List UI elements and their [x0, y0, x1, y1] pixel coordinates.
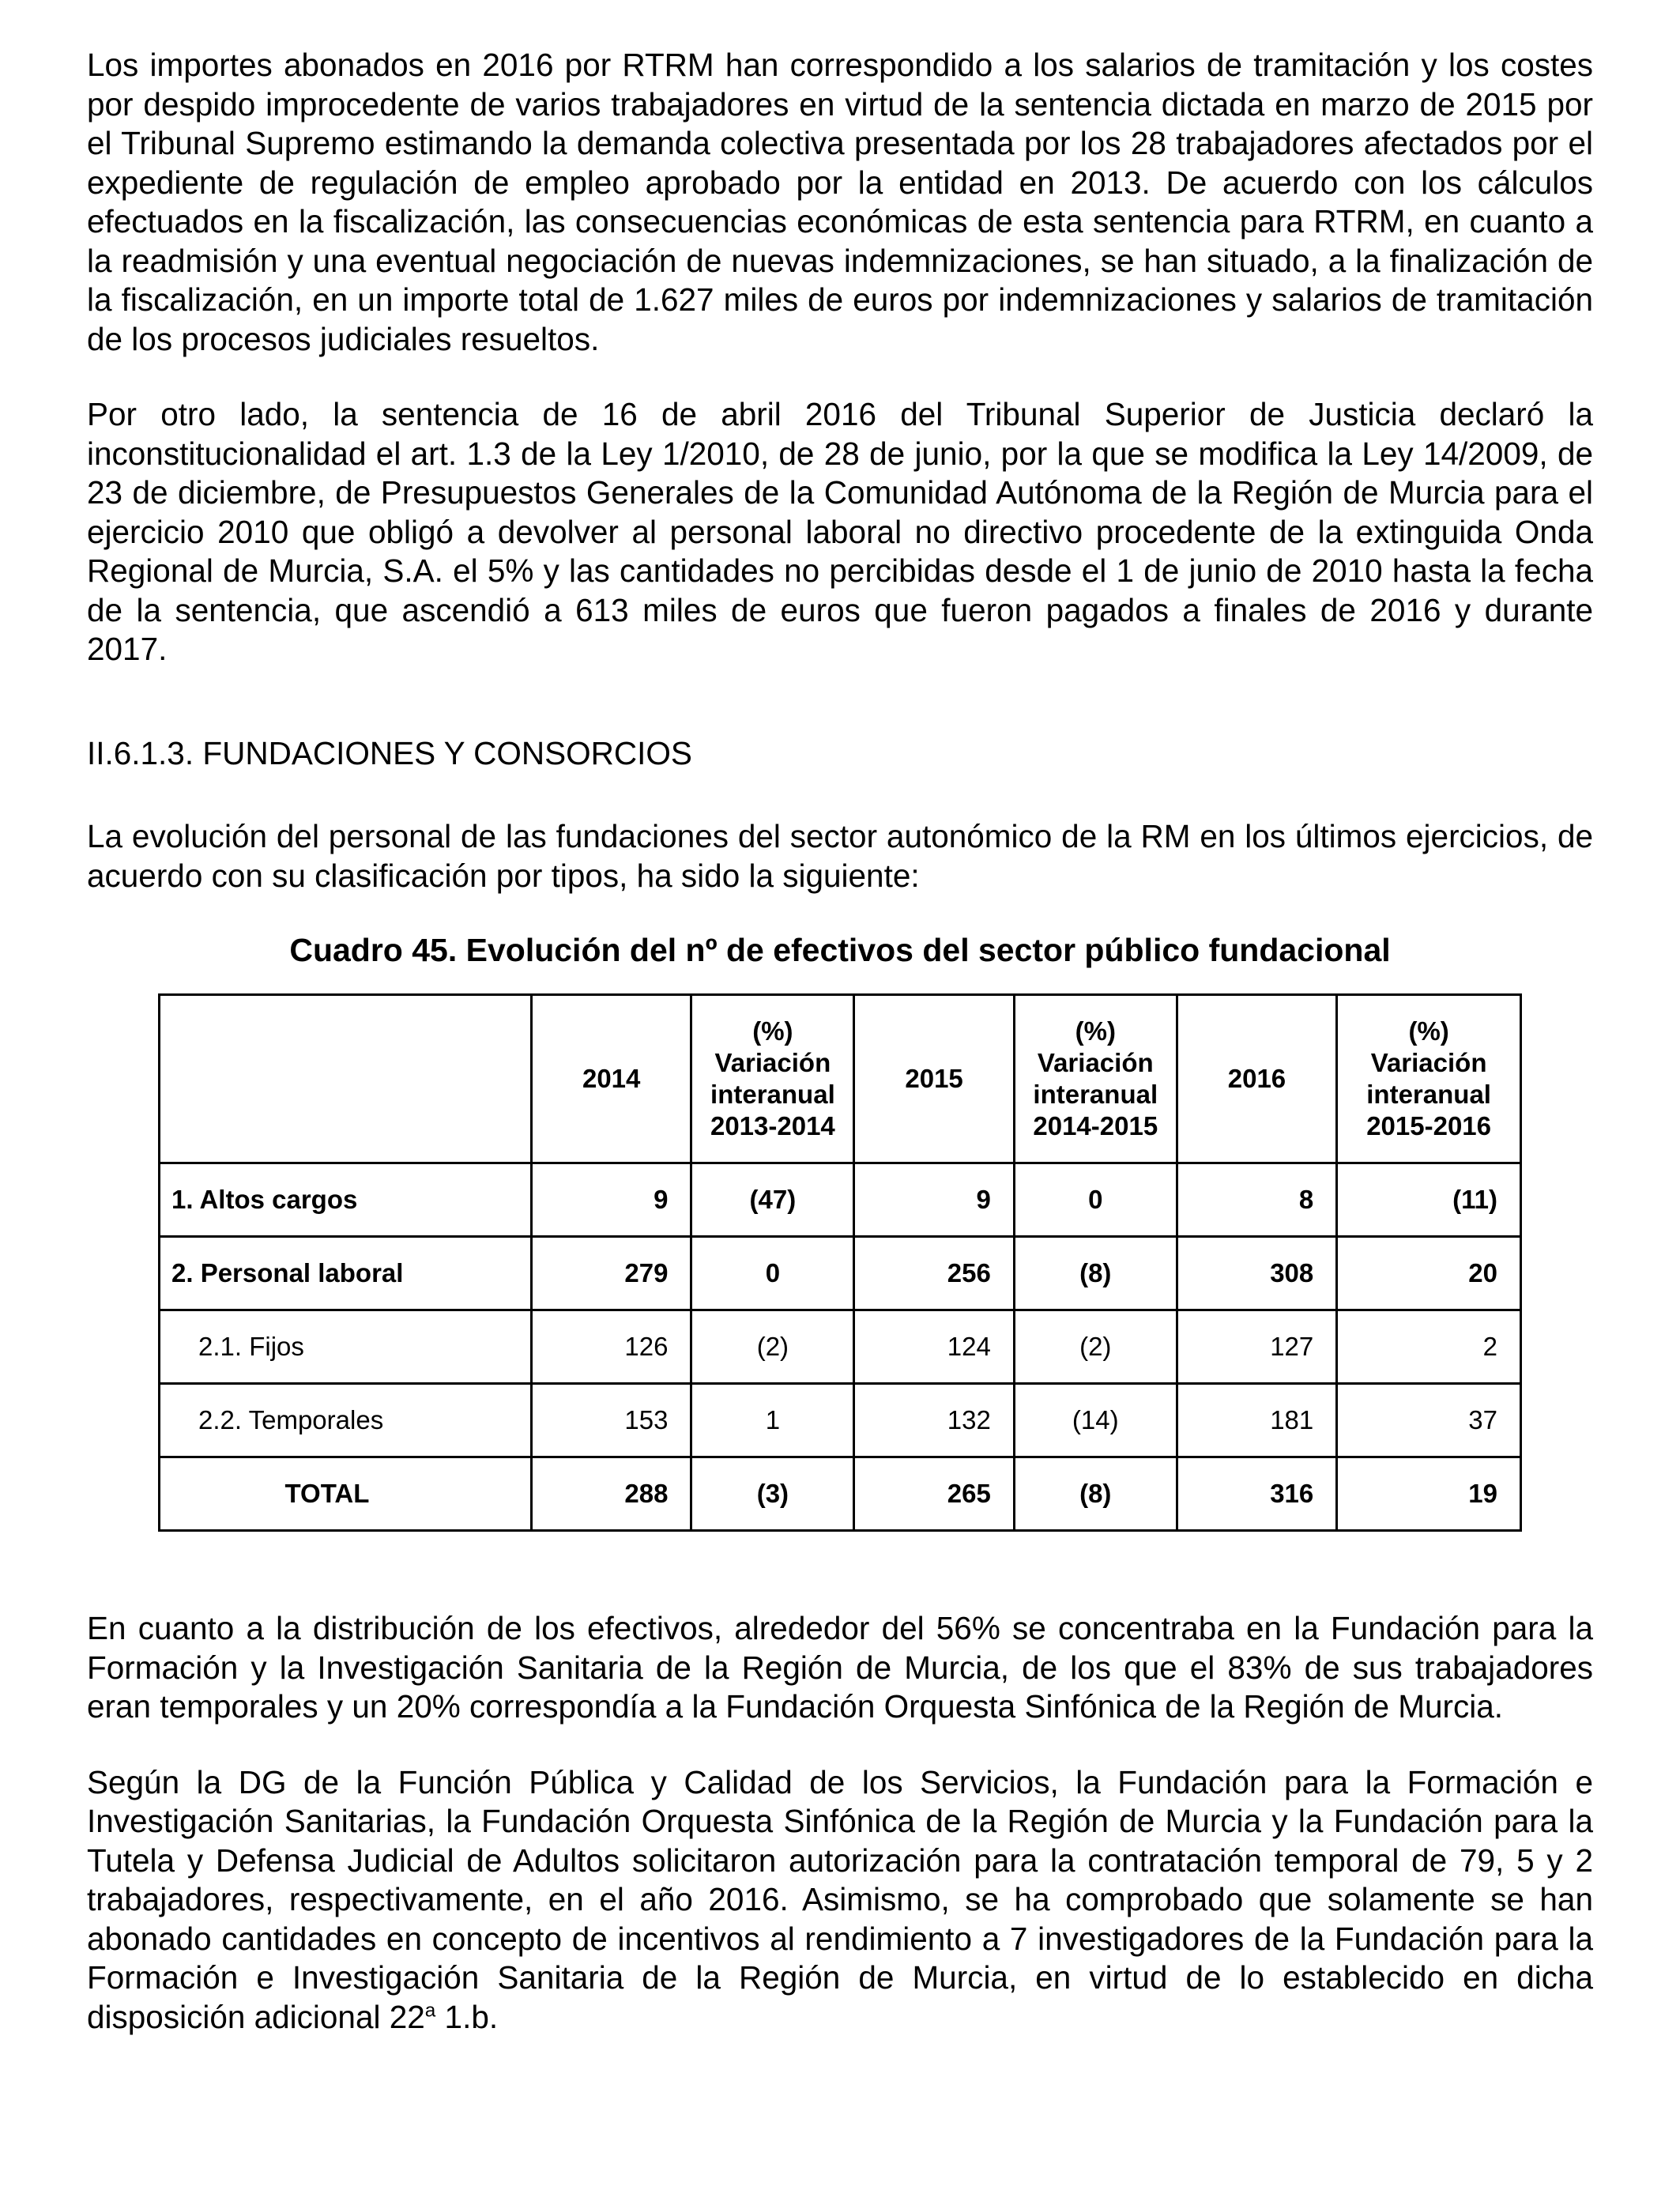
cell-2015: 124	[854, 1310, 1015, 1384]
row-label: 2. Personal laboral	[160, 1237, 532, 1310]
table-row-temporales	[160, 1384, 1521, 1457]
cell-2014: 279	[531, 1237, 691, 1310]
cell-var-2013-2014: (2)	[691, 1310, 854, 1384]
cell-var-2015-2016: 20	[1337, 1237, 1521, 1310]
table-caption: Cuadro 45. Evolución del nº de efectivos del sector público fundacional	[289, 932, 1391, 968]
cell-2015: 9	[854, 1163, 1015, 1237]
table-header-row	[160, 995, 1521, 1163]
header-cell-2015: 2015	[854, 995, 1015, 1163]
table-row-personal-laboral	[160, 1237, 1521, 1310]
cell-2016: 127	[1177, 1310, 1337, 1384]
cell-var-2014-2015: 0	[1014, 1163, 1177, 1237]
paragraph-autorizacion-end: 1.b.	[435, 1998, 499, 2035]
cell-2014: 153	[531, 1384, 691, 1457]
efectivos-table	[158, 993, 1522, 1532]
header-cell-2016: 2016	[1177, 995, 1337, 1163]
table-row-altos-cargos	[160, 1163, 1521, 1237]
cell-var-2013-2014: 0	[691, 1237, 854, 1310]
cell-2015: 265	[854, 1457, 1015, 1531]
paragraph-evolucion-personal: La evolución del personal de las fundaciones del sector autonómico de la RM en los últimos ejercicios, de acuerdo con su clasificación por tipos, ha sido la siguiente:	[87, 818, 1593, 894]
header-cell-var-2014-2015: (%) Variación interanual 2014-2015	[1014, 995, 1177, 1163]
cell-2016: 181	[1177, 1384, 1337, 1457]
cell-var-2015-2016: 37	[1337, 1384, 1521, 1457]
cell-2016: 316	[1177, 1457, 1337, 1531]
row-label: TOTAL	[160, 1457, 532, 1531]
header-cell-2014: 2014	[531, 995, 691, 1163]
cell-2015: 256	[854, 1237, 1015, 1310]
cell-2016: 308	[1177, 1237, 1337, 1310]
cell-var-2013-2014: (3)	[691, 1457, 854, 1531]
paragraph-sentencia-tsj: Por otro lado, la sentencia de 16 de abril 2016 del Tribunal Superior de Justicia declaró la inconstitucionalidad el art. 1.3 de la Ley 1/2010, de 28 de junio, por la que se modifica la Ley 14/2009, de 23 de diciembre, de Presupuestos Generales de la Comunidad Autónoma de la Región de Murcia para el ejercicio 2010 que obligó a devolver al personal laboral no directivo procedente de la extinguida Onda Regional de Murcia, S.A. el 5% y las cantidades no percibidas desde el 1 de junio de 2010 hasta la fecha de la sentencia, que ascendió a 613 miles de euros que fueron pagados a finales de 2016 y durante 2017.	[87, 396, 1593, 667]
paragraph-distribucion-efectivos: En cuanto a la distribución de los efectivos, alrededor del 56% se concentraba en la Fundación para la Formación y la Investigación Sanitaria de la Región de Murcia, de los que el 83% de sus trabajadores eran temporales y un 20% correspondía a la Fundación Orquesta Sinfónica de la Región de Murcia.	[87, 1610, 1593, 1725]
row-label: 2.1. Fijos	[160, 1310, 532, 1384]
cell-var-2014-2015: (8)	[1014, 1237, 1177, 1310]
cell-var-2014-2015: (2)	[1014, 1310, 1177, 1384]
cell-2014: 9	[531, 1163, 691, 1237]
header-cell-empty	[160, 995, 532, 1163]
paragraph-rtrm-indemnizaciones: Los importes abonados en 2016 por RTRM han correspondido a los salarios de tramitación y los costes por despido improcedente de varios trabajadores en virtud de la sentencia dictada en marzo de 2015 por el Tribunal Supremo estimando la demanda colectiva presentada por los 28 trabajadores afectados por el expediente de regulación de empleo aprobado por la entidad en 2013. De acuerdo con los cálculos efectuados en la fiscalización, las consecuencias económicas de esta sentencia para RTRM, en cuanto a la readmisión y una eventual negociación de nuevas indemnizaciones, se han situado, a la finalización de la fiscalización, en un importe total de 1.627 miles de euros por indemnizaciones y salarios de tramitación de los procesos judiciales resueltos.	[87, 47, 1593, 357]
document-page	[87, 46, 1593, 2037]
cell-var-2014-2015: (14)	[1014, 1384, 1177, 1457]
cell-var-2013-2014: 1	[691, 1384, 854, 1457]
section-heading: II.6.1.3. FUNDACIONES Y CONSORCIOS	[87, 734, 692, 771]
cell-var-2015-2016: 19	[1337, 1457, 1521, 1531]
paragraph-autorizacion-contratacion	[87, 1763, 1593, 2038]
superscript-ordinal: a	[424, 2000, 436, 2021]
row-label: 2.2. Temporales	[160, 1384, 532, 1457]
cell-var-2013-2014: (47)	[691, 1163, 854, 1237]
cell-var-2015-2016: (11)	[1337, 1163, 1521, 1237]
cell-2016: 8	[1177, 1163, 1337, 1237]
header-cell-var-2013-2014: (%) Variación interanual 2013-2014	[691, 995, 854, 1163]
row-label: 1. Altos cargos	[160, 1163, 532, 1237]
cell-var-2015-2016: 2	[1337, 1310, 1521, 1384]
header-cell-var-2015-2016: (%) Variación interanual 2015-2016	[1337, 995, 1521, 1163]
cell-var-2014-2015: (8)	[1014, 1457, 1177, 1531]
table-row-total	[160, 1457, 1521, 1531]
cell-2014: 126	[531, 1310, 691, 1384]
table-row-fijos	[160, 1310, 1521, 1384]
cell-2015: 132	[854, 1384, 1015, 1457]
cell-2014: 288	[531, 1457, 691, 1531]
paragraph-autorizacion-text: Según la DG de la Función Pública y Calidad de los Servicios, la Fundación para la Formación e Investigación Sanitarias, la Fundación Orquesta Sinfónica de la Región de Murcia y la Fundación para la Tutela y Defensa Judicial de Adultos solicitaron autorización para la contratación temporal de 79, 5 y 2 trabajadores, respectivamente, en el año 2016. Asimismo, se ha comprobado que solamente se han abonado cantidades en concepto de incentivos al rendimiento a 7 investigadores de la Fundación para la Formación e Investigación Sanitaria de la Región de Murcia, en virtud de lo establecido en dicha disposición adicional 22	[87, 1763, 1593, 2035]
